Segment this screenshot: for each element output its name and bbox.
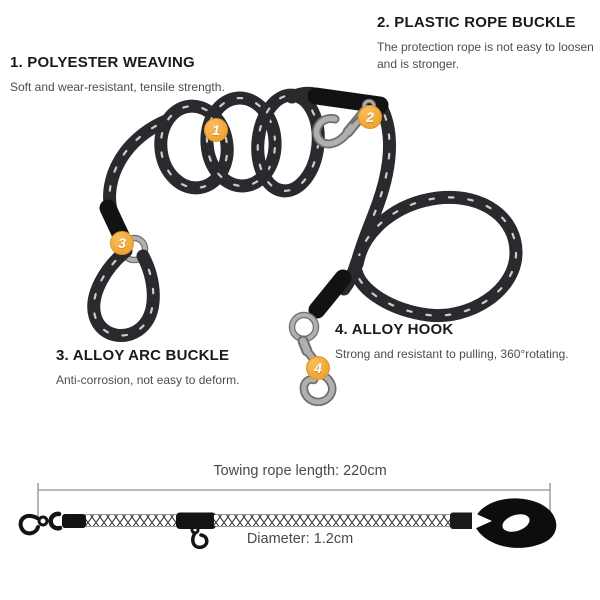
swivel-ring [292,315,316,339]
feature-4-marker-badge: 4 [306,356,330,380]
feature-3-description: Anti-corrosion, not easy to deform. [56,373,240,387]
feature-1-description: Soft and wear-resistant, tensile strength. [10,80,225,94]
feature-2-annotation [377,14,600,73]
feature-1-marker-badge: 1 [204,118,228,142]
rope-diameter-label: Diameter: 1.2cm [246,531,354,547]
feature-2-description: The protection rope is not easy to loosen and is stronger. [377,40,594,71]
feature-4-description: Strong and resistant to pulling, 360°rotating. [335,347,569,361]
padded-handle [472,498,556,548]
rope-coils [156,92,323,194]
alloy-hook-sleeve [317,278,343,310]
checkered-rope [86,515,178,526]
rope-sleeve [62,514,86,528]
checkered-rope [214,515,452,526]
left-snap-hook [21,514,60,533]
feature-2-title: 2. PLASTIC ROPE BUCKLE [377,14,576,31]
feature-2-marker-badge: 2 [358,105,382,129]
feature-4-annotation [335,321,597,363]
feature-3-marker-badge: 3 [110,231,134,255]
feature-4-title: 4. ALLOY HOOK [335,321,454,338]
feature-1-title: 1. POLYESTER WEAVING [10,54,195,71]
feature-3-annotation [56,347,308,389]
feature-3-title: 3. ALLOY ARC BUCKLE [56,347,230,364]
handle-loop [94,251,154,336]
towing-rope-length-label: Towing rope length: 220cm [213,463,387,479]
feature-1-annotation [10,54,278,96]
